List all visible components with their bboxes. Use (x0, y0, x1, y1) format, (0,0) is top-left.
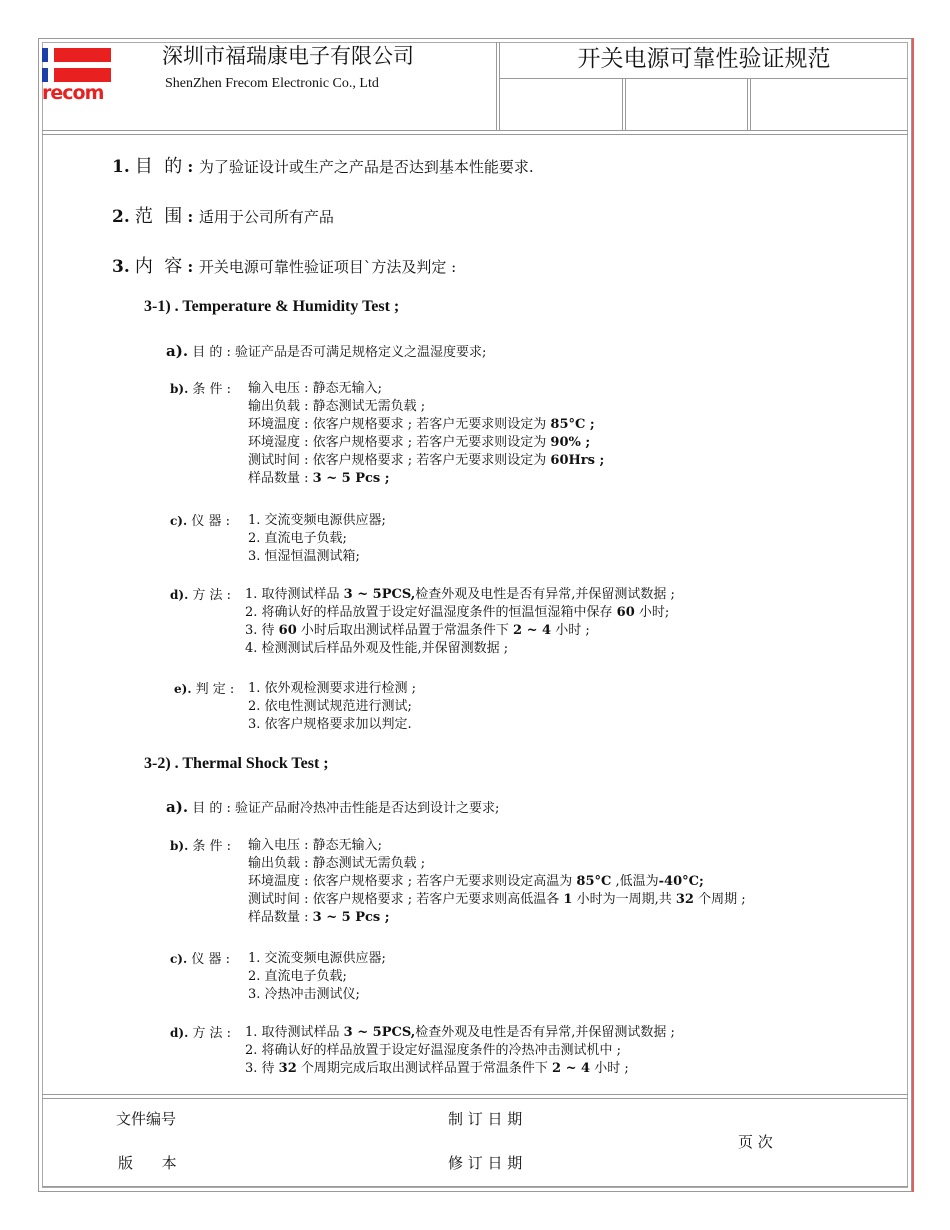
sub1-instruments-label: c). 仪 器 : (170, 514, 230, 529)
subsection-title-temp-humidity: 3-1) . Temperature & Humidity Test ; (144, 298, 400, 315)
sub2-instruments: 1. 交流变频电源供应器; 2. 直流电子负载; 3. 冷热冲击测试仪; (248, 951, 386, 1002)
header-bottom-line-2 (42, 134, 908, 135)
sub2-instruments-label: c). 仪 器 : (170, 952, 230, 967)
company-name-cn: 深圳市福瑞康电子有限公司 (162, 44, 414, 68)
sub1-instruments: 1. 交流变频电源供应器; 2. 直流电子负载; 3. 恒湿恒温测试箱; (248, 513, 386, 564)
sub1-judgement-label: e). 判 定 : (174, 682, 235, 697)
section-content: 3. 内 容 : 开关电源可靠性验证项目`方法及判定 : (112, 256, 457, 277)
sub2-method: 1. 取待测试样品 3 ~ 5PCS,检查外观及电性是否有异常,并保留测试数据 ; 2. 将确认好的样品放置于设定好温湿度条件的冷热冲击测试机中 ; 3. 待 32 个周期完成后取出测试样品置于常温条件下 2 ~ 4 小时 ; (245, 1025, 675, 1076)
footer-revision-date-label: 修 订 日 期 (448, 1154, 523, 1172)
section-purpose: 1. 目 的 : 为了验证设计或生产之产品是否达到基本性能要求. (112, 156, 534, 177)
sub1-method-label: d). 方 法 : (170, 588, 232, 603)
sub2-conditions-label: b). 条 件 : (170, 839, 232, 854)
footer-made-date-label: 制 订 日 期 (448, 1110, 523, 1128)
header-cell-divider-2b (750, 78, 751, 130)
sub1-purpose: a). 目 的 : 验证产品是否可满足规格定义之温湿度要求; (166, 342, 487, 360)
subsection-title-thermal-shock: 3-2) . Thermal Shock Test ; (144, 755, 329, 772)
sub2-method-label: d). 方 法 : (170, 1026, 232, 1041)
header-bottom-line (42, 130, 908, 131)
company-name-en: ShenZhen Frecom Electronic Co., Ltd (165, 76, 379, 91)
footer-bottom-line (42, 1186, 908, 1187)
header-divider (496, 42, 497, 130)
sub1-conditions-label: b). 条 件 : (170, 382, 232, 397)
sub1-conditions: 输入电压 : 静态无输入; 输出负载 : 静态测试无需负载 ; 环境温度 : 依客户规格要求 ; 若客户无要求则设定为 85°C ; 环境湿度 : 依客户规格要求 ; 若客户无要求则设定为 90% ; 测试时间 : 依客户规格要求 ; 若客户无要求则设定为 60Hrs ; 样品数量 : 3 ~ 5 Pcs ; (248, 381, 605, 486)
sub1-method: 1. 取待测试样品 3 ~ 5PCS,检查外观及电性是否有异常,并保留测试数据 ; 2. 将确认好的样品放置于设定好温湿度条件的恒温恒湿箱中保存 60 小时; 3. 待 60 小时后取出测试样品置于常温条件下 2 ~ 4 小时 ; 4. 检测测试后样品外观及性能,并保留测数据 ; (245, 587, 675, 656)
sub2-conditions: 输入电压 : 静态无输入; 输出负载 : 静态测试无需负载 ; 环境温度 : 依客户规格要求 ; 若客户无要求则设定高温为 85°C ,低温为-40°C; 测试时间 : 依客户规格要求 ; 若客户无要求则高低温各 1 小时为一周期,共 32 个周期 ; 样品数量 : 3 ~ 5 Pcs ; (248, 838, 746, 925)
sub1-judgement: 1. 依外观检测要求进行检测 ; 2. 依电性测试规范进行测试; 3. 依客户规格要求加以判定. (248, 681, 417, 732)
header-cell-divider-1 (622, 78, 623, 130)
title-row-line (499, 78, 908, 79)
sub2-purpose: a). 目 的 : 验证产品耐冷热冲击性能是否达到设计之要求; (166, 798, 500, 816)
footer-top-line-2 (42, 1098, 908, 1099)
page-edge-red-line (912, 38, 914, 1192)
section-scope: 2. 范 围 : 适用于公司所有产品 (112, 206, 334, 227)
footer-version-label: 版 本 (118, 1154, 177, 1172)
document-title: 开关电源可靠性验证规范 (577, 46, 831, 72)
header-cell-divider-2 (747, 78, 748, 130)
header-cell-divider-1b (625, 78, 626, 130)
footer-doc-number-label: 文件编号 (116, 1110, 177, 1128)
footer-top-line (42, 1094, 908, 1095)
logo-wordmark: recom (42, 82, 104, 104)
footer-page-label: 页 次 (738, 1133, 773, 1151)
